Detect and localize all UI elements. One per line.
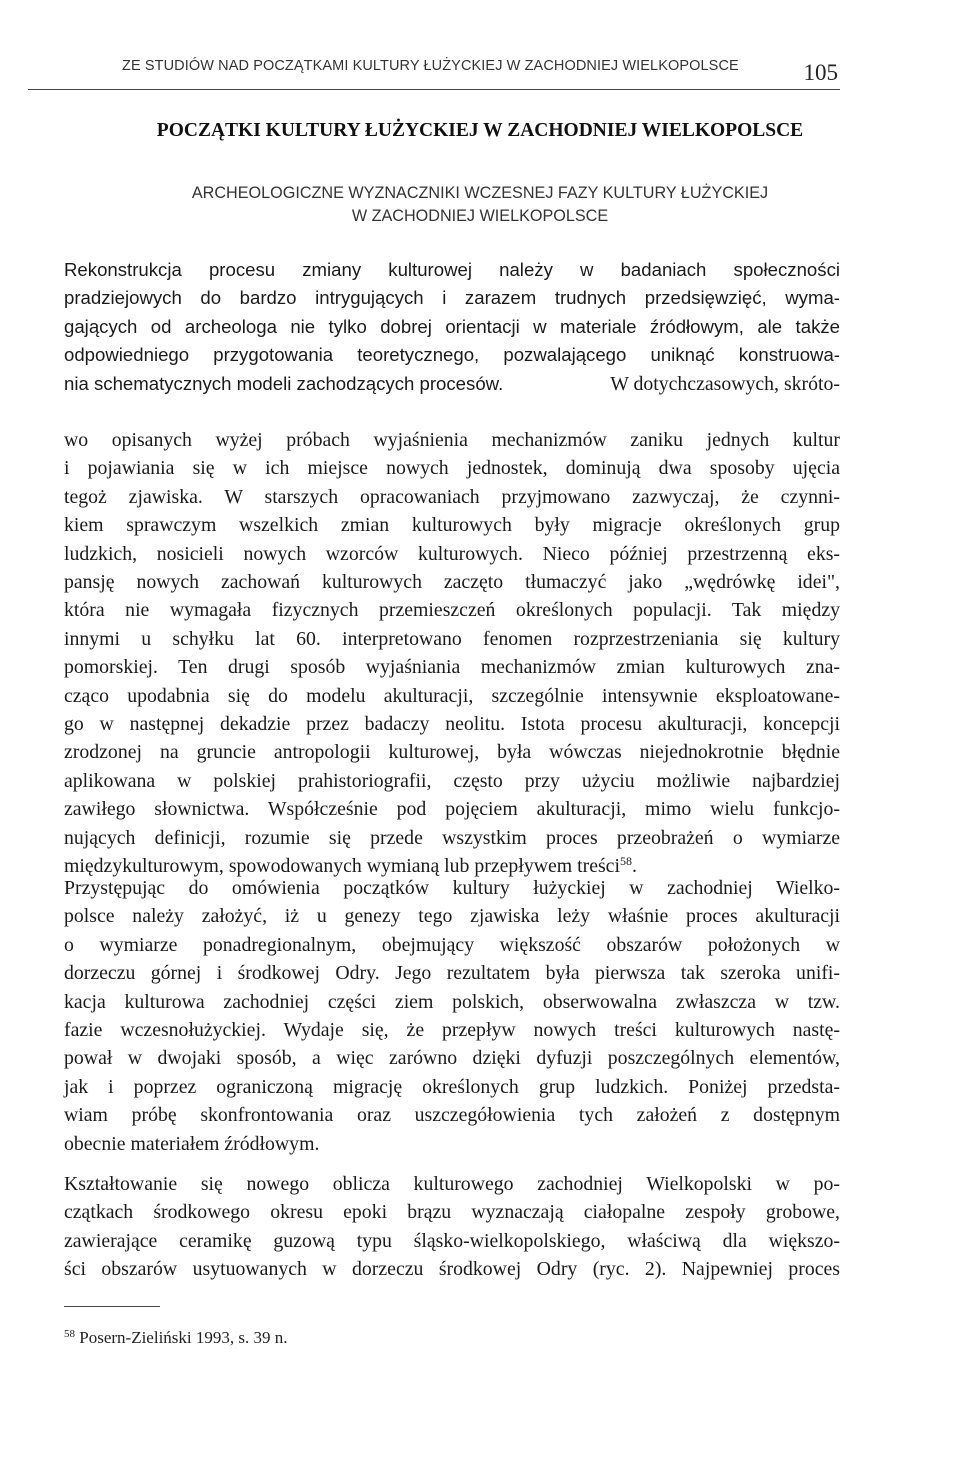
text-line: W dotychczasowych, skróto-: [610, 372, 840, 395]
text-line: obecnie materiałem źródłowym.: [64, 1132, 320, 1155]
text-line: zrodzonej na gruncie antropologii kulturowej, była wówczas niejednokrotnie błędnie: [64, 741, 840, 764]
text-line: odpowiedniego przygotowania teoretycznego, pozwalającego uniknąć konstruowa-: [64, 344, 840, 366]
text-line: cząco upodabnia się do modelu akulturacji, szczególnie intensywnie eksploatowane-: [64, 684, 840, 707]
text-line: pansję nowych zachowań kulturowych zaczęto tłumaczyć jako „wędrówkę idei",: [64, 571, 840, 594]
footnote-rule: [64, 1306, 160, 1307]
subheading: [0, 182, 960, 228]
text-line: zawierające ceramikę guzową typu śląsko-wielkopolskiego, właściwą dla większo-: [64, 1229, 840, 1252]
text-line: kacja kulturowa zachodniej części ziem polskich, obserwowalna zwłaszcza w tzw.: [64, 990, 840, 1013]
text-line: tegoż zjawiska. W starszych opracowaniach przyjmowano zazwyczaj, że czynni-: [64, 485, 840, 508]
text-line: Kształtowanie się nowego oblicza kulturowego zachodniej Wielkopolski w po-: [64, 1173, 840, 1195]
text-line: aplikowana w polskiej prahistoriografii, często przy użyciu możliwie najbardziej: [64, 769, 840, 792]
text-line: ści obszarów usytuowanych w dorzeczu środkowej Odry (ryc. 2). Najpewniej proces: [64, 1258, 840, 1281]
text-line: o wymiarze ponadregionalnym, obejmujący większość obszarów położonych w: [64, 933, 840, 956]
page-number: 105: [803, 60, 838, 85]
text-line: pradziejowych do bardzo intrygujących i zarazem trudnych przedsięwzięć, wyma-: [64, 287, 840, 309]
text-line: i pojawiania się w ich miejsce nowych jednostek, dominują dwa sposoby ujęcia: [64, 457, 840, 480]
text-line: fazie wczesnołużyckiej. Wydaje się, że przepływ nowych treści kulturowych nastę-: [64, 1019, 840, 1042]
text-line: zawiłego słownictwa. Współcześnie pod pojęciem akulturacji, mimo wielu funkcjo-: [64, 798, 840, 821]
footnote: [64, 1328, 288, 1348]
text-line: gających od archeologa nie tylko dobrej orientacji w materiale źródłowym, ale także: [64, 315, 840, 337]
footnote-ref: 58: [619, 854, 632, 869]
text-line: nujących definicji, rozumie się przede wszystkim proces przeobrażeń o wymiarze: [64, 826, 840, 849]
text-line: dorzeczu górnej i środkowej Odry. Jego rezultatem była pierwsza tak szeroka unifi-: [64, 962, 840, 985]
paragraph-1-continued: [64, 426, 840, 881]
text-line: Rekonstrukcja procesu zmiany kulturowej należy w badaniach społeczności: [64, 259, 840, 280]
footnote-text: Posern-Zieliński 1993, s. 39 n.: [79, 1328, 288, 1347]
paragraph-1: [64, 256, 840, 398]
text-line: Przystępując do omówienia początków kultury łużyckiej w zachodniej Wielko-: [64, 877, 840, 899]
text-line: jak i poprzez ograniczoną migrację określonych grup ludzkich. Poniżej przedsta-: [64, 1075, 840, 1098]
text-line: ludzkich, nosicieli nowych wzorców kulturowych. Nieco później przestrzenną eks-: [64, 542, 840, 565]
footnote-number: 58: [64, 1328, 75, 1340]
header-rule: [28, 89, 840, 90]
text-line: go w następnej dekadzie przez badaczy neolitu. Istota procesu akulturacji, koncepcji: [64, 713, 840, 736]
text-line: wo opisanych wyżej próbach wyjaśnienia mechanizmów zaniku jednych kultur: [64, 429, 840, 451]
text-line: wiam próbę skonfrontowania oraz uszczegółowienia tych założeń z dostępnym: [64, 1104, 840, 1127]
text-line: pomorskiej. Ten drugi sposób wyjaśniania mechanizmów zmian kulturowych zna-: [64, 656, 840, 679]
text-line: polsce należy założyć, iż u genezy tego zjawiska leży właśnie proces akulturacji: [64, 905, 840, 928]
text-fragment: międzykulturowym, spowodowanych wymianą lub przepływem treści: [64, 855, 620, 878]
paragraph-3: [64, 1170, 840, 1284]
text-fragment: .: [631, 855, 637, 878]
text-line: czątkach środkowego okresu epoki brązu wyznaczają ciałopalne zespoły grobowe,: [64, 1201, 840, 1224]
text-line: nia schematycznych modeli zachodzących procesów.: [64, 372, 504, 394]
subheading-line: W ZACHODNIEJ WIELKOPOLSCE: [351, 207, 609, 225]
subheading-line: ARCHEOLOGICZNE WYZNACZNIKI WCZESNEJ FAZY KULTURY ŁUŻYCKIEJ: [191, 184, 769, 202]
text-line: kiem sprawczym wszelkich zmian kulturowych były migracje określonych grup: [64, 514, 840, 537]
running-header: ZE STUDIÓW NAD POCZĄTKAMI KULTURY ŁUŻYCKIEJ W ZACHODNIEJ WIELKOPOLSCE: [122, 58, 739, 74]
text-line: innymi u schyłku lat 60. interpretowano fenomen rozprzestrzeniania się kultury: [64, 627, 840, 650]
text-line: która nie wymagała fizycznych przemieszczeń określonych populacji. Tak między: [64, 599, 840, 622]
paragraph-2: [64, 874, 840, 1158]
text-line: pował w dwojaki sposób, a więc zarówno dzięki dyfuzji poszczególnych elementów,: [64, 1047, 840, 1070]
section-title: POCZĄTKI KULTURY ŁUŻYCKIEJ W ZACHODNIEJ WIELKOPOLSCE: [156, 120, 804, 141]
